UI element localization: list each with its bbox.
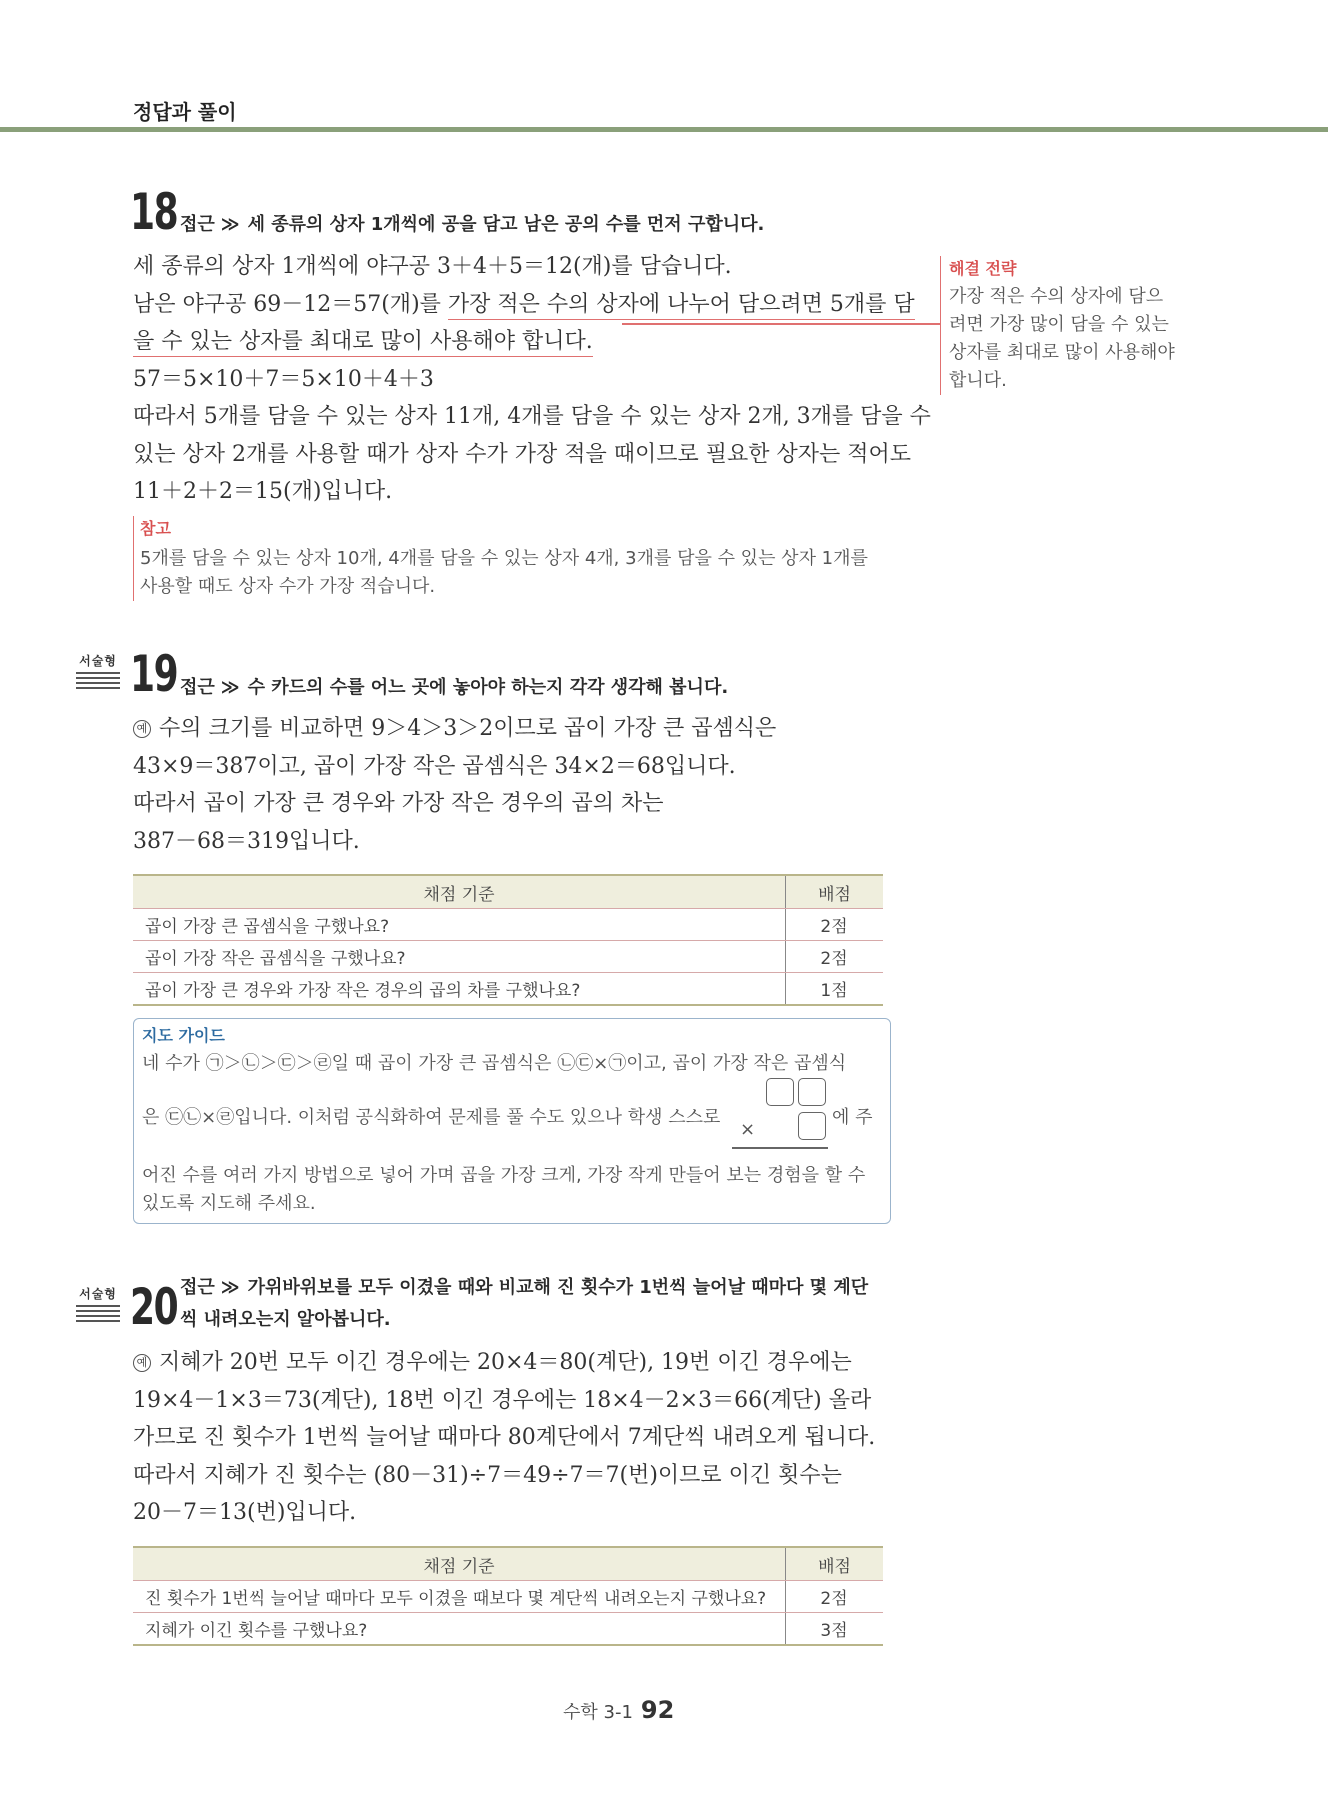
strategy-text bbox=[949, 283, 1189, 395]
criteria-cell: 곱이 가장 작은 곱셈식을 구했나요? bbox=[133, 941, 786, 973]
underlined-key-text: 가장 적은 수의 상자에 나누어 담으려면 5개를 담 bbox=[448, 292, 915, 320]
reference-line: 사용할 때도 상자 수가 가장 적습니다. bbox=[140, 576, 436, 597]
blank-box-icon bbox=[798, 1078, 826, 1106]
solution-line: 57＝5×10＋7＝5×10＋4＋3 bbox=[133, 366, 434, 392]
solution-line bbox=[133, 710, 893, 748]
approach-tag: 접근 bbox=[180, 1277, 215, 1298]
solution-line: 11＋2＋2＝15(개)입니다. bbox=[133, 479, 393, 504]
essay-type-badge bbox=[76, 1285, 120, 1322]
problem-number-19: 19 bbox=[130, 645, 178, 703]
criteria-header: 채점 기준 bbox=[133, 875, 786, 909]
essay-type-label: 서술형 bbox=[79, 654, 117, 668]
solution-line bbox=[133, 1344, 893, 1382]
table-row bbox=[133, 973, 883, 1006]
solution-line bbox=[133, 323, 893, 361]
approach-tag: 접근 bbox=[180, 214, 215, 235]
solution-line: 따라서 곱이 가장 큰 경우와 가장 작은 경우의 곱의 차는 bbox=[133, 791, 664, 816]
points-cell: 2점 bbox=[786, 1581, 884, 1613]
points-cell: 3점 bbox=[786, 1613, 884, 1646]
essay-lines-icon bbox=[76, 1305, 120, 1322]
table-row bbox=[133, 1613, 883, 1646]
strategy-label: 해결 전략 bbox=[949, 259, 1017, 278]
solution-line: 43×9＝387이고, 곱이 가장 작은 곱셈식은 34×2＝68입니다. bbox=[133, 753, 736, 779]
strategy-line: 합니다. bbox=[949, 370, 1007, 391]
blank-box-icon bbox=[766, 1078, 794, 1106]
solution-line: 19×4－1×3＝73(계단), 18번 이긴 경우에는 18×4－2×3＝66(계단) 올라 bbox=[133, 1387, 872, 1413]
points-cell: 2점 bbox=[786, 909, 884, 941]
scoring-table-19 bbox=[133, 874, 883, 1006]
guide-line: 네 수가 ㉠＞㉡＞㉢＞㉣일 때 곱이 가장 큰 곱셈식은 ㉡㉢×㉠이고, 곱이 가장 작은 곱셈식 bbox=[142, 1053, 847, 1074]
solution-line: 따라서 지혜가 진 횟수는 (80－31)÷7＝49÷7＝7(번)이므로 이긴 횟수는 bbox=[133, 1462, 842, 1488]
essay-type-badge bbox=[76, 652, 120, 689]
solution-20 bbox=[133, 1344, 893, 1532]
solution-line: 따라서 5개를 담을 수 있는 상자 11개, 4개를 담을 수 있는 상자 2개, 3개를 담을 수 bbox=[133, 404, 931, 429]
essay-type-label: 서술형 bbox=[79, 1287, 117, 1301]
solution-text: 남은 야구공 69－12＝57(개)를 bbox=[133, 291, 448, 317]
solution-line bbox=[133, 286, 915, 324]
page-footer bbox=[563, 1696, 674, 1724]
approach-20 bbox=[180, 1272, 868, 1336]
criteria-header: 채점 기준 bbox=[133, 1547, 786, 1581]
criteria-cell: 곱이 가장 큰 곱셈식을 구했나요? bbox=[133, 909, 786, 941]
scoring-table-20 bbox=[133, 1546, 883, 1646]
chevron-icon: ≫ bbox=[220, 1277, 240, 1298]
approach-line: 씩 내려오는지 알아봅니다. bbox=[180, 1309, 391, 1330]
guide-line: 은 ㉢㉡×㉣입니다. 이처럼 공식화하여 문제를 풀 수도 있으나 학생 스스로 bbox=[142, 1107, 721, 1128]
reference-label: 참고 bbox=[140, 519, 171, 538]
approach-text: 수 카드의 수를 어느 곳에 놓아야 하는지 각각 생각해 봅니다. bbox=[247, 677, 729, 698]
guide-label: 지도 가이드 bbox=[142, 1026, 225, 1045]
reference-text bbox=[140, 545, 900, 601]
problem-number-20: 20 bbox=[130, 1278, 178, 1336]
essay-lines-icon bbox=[76, 672, 120, 689]
criteria-cell: 곱이 가장 큰 경우와 가장 작은 경우의 곱의 차를 구했나요? bbox=[133, 973, 786, 1006]
reference-line: 5개를 담을 수 있는 상자 10개, 4개를 담을 수 있는 상자 4개, 3개를 담을 수 있는 상자 1개를 bbox=[140, 548, 868, 569]
strategy-line: 가장 적은 수의 상자에 담으 bbox=[949, 286, 1164, 307]
guide-line: 어진 수를 여러 가지 방법으로 넣어 가며 곱을 가장 크게, 가장 작게 만들어 보는 경험을 할 수 bbox=[142, 1165, 866, 1186]
reference-note bbox=[133, 516, 900, 601]
subject-label: 수학 3-1 bbox=[563, 1702, 633, 1723]
solution-18 bbox=[133, 248, 931, 511]
strategy-note bbox=[940, 256, 1189, 395]
teaching-guide-box bbox=[133, 1018, 891, 1224]
solution-line: 20－7＝13(번)입니다. bbox=[133, 1500, 357, 1525]
approach-text: 가위바위보를 모두 이겼을 때와 비교해 진 횟수가 1번씩 늘어날 때마다 몇 계단 bbox=[247, 1277, 869, 1298]
points-cell: 2점 bbox=[786, 941, 884, 973]
points-cell: 1점 bbox=[786, 973, 884, 1006]
multiplication-bar bbox=[732, 1147, 828, 1149]
criteria-cell: 진 횟수가 1번씩 늘어날 때마다 모두 이겼을 때보다 몇 계단씩 내려오는지 구했나요? bbox=[133, 1581, 786, 1613]
strategy-line: 상자를 최대로 많이 사용해야 bbox=[949, 342, 1175, 363]
chevron-icon: ≫ bbox=[220, 214, 240, 235]
blank-box-icon bbox=[798, 1112, 826, 1140]
example-mark-icon: 예 bbox=[133, 1354, 151, 1372]
strategy-connector-line bbox=[622, 323, 940, 325]
chevron-icon: ≫ bbox=[220, 677, 240, 698]
points-header: 배점 bbox=[786, 875, 884, 909]
page-header-title: 정답과 풀이 bbox=[133, 100, 237, 124]
solution-line: 세 종류의 상자 1개씩에 야구공 3＋4＋5＝12(개)를 담습니다. bbox=[133, 254, 732, 279]
table-row bbox=[133, 1581, 883, 1613]
problem-number-18: 18 bbox=[130, 183, 178, 241]
underlined-key-text: 을 수 있는 상자를 최대로 많이 사용해야 합니다. bbox=[133, 329, 593, 357]
strategy-line: 려면 가장 많이 담을 수 있는 bbox=[949, 314, 1169, 335]
approach-line bbox=[180, 1272, 868, 1304]
table-row bbox=[133, 909, 883, 941]
guide-line: 있도록 지도해 주세요. bbox=[142, 1193, 316, 1214]
criteria-cell: 지혜가 이긴 횟수를 구했나요? bbox=[133, 1613, 786, 1646]
solution-text: 지혜가 20번 모두 이긴 경우에는 20×4＝80(계단), 19번 이긴 경우에는 bbox=[159, 1350, 852, 1375]
solution-text: 수의 크기를 비교하면 9＞4＞3＞2이므로 곱이 가장 큰 곱셈식은 bbox=[159, 716, 777, 741]
example-mark-icon: 예 bbox=[133, 720, 151, 738]
approach-18 bbox=[180, 210, 764, 236]
header-divider bbox=[0, 127, 1328, 132]
approach-19 bbox=[180, 673, 728, 699]
guide-line: 에 주 bbox=[832, 1107, 873, 1128]
table-row bbox=[133, 941, 883, 973]
times-sign: × bbox=[740, 1119, 756, 1140]
page-number: 92 bbox=[640, 1696, 675, 1724]
solution-19 bbox=[133, 710, 893, 860]
solution-line: 있는 상자 2개를 사용할 때가 상자 수가 가장 적을 때이므로 필요한 상자는 적어도 bbox=[133, 441, 911, 467]
solution-line: 가므로 진 횟수가 1번씩 늘어날 때마다 80계단에서 7계단씩 내려오게 됩니다. bbox=[133, 1425, 876, 1450]
solution-line: 387－68＝319입니다. bbox=[133, 828, 360, 854]
points-header: 배점 bbox=[786, 1547, 884, 1581]
approach-tag: 접근 bbox=[180, 677, 215, 698]
approach-text: 세 종류의 상자 1개씩에 공을 담고 남은 공의 수를 먼저 구합니다. bbox=[247, 214, 765, 235]
